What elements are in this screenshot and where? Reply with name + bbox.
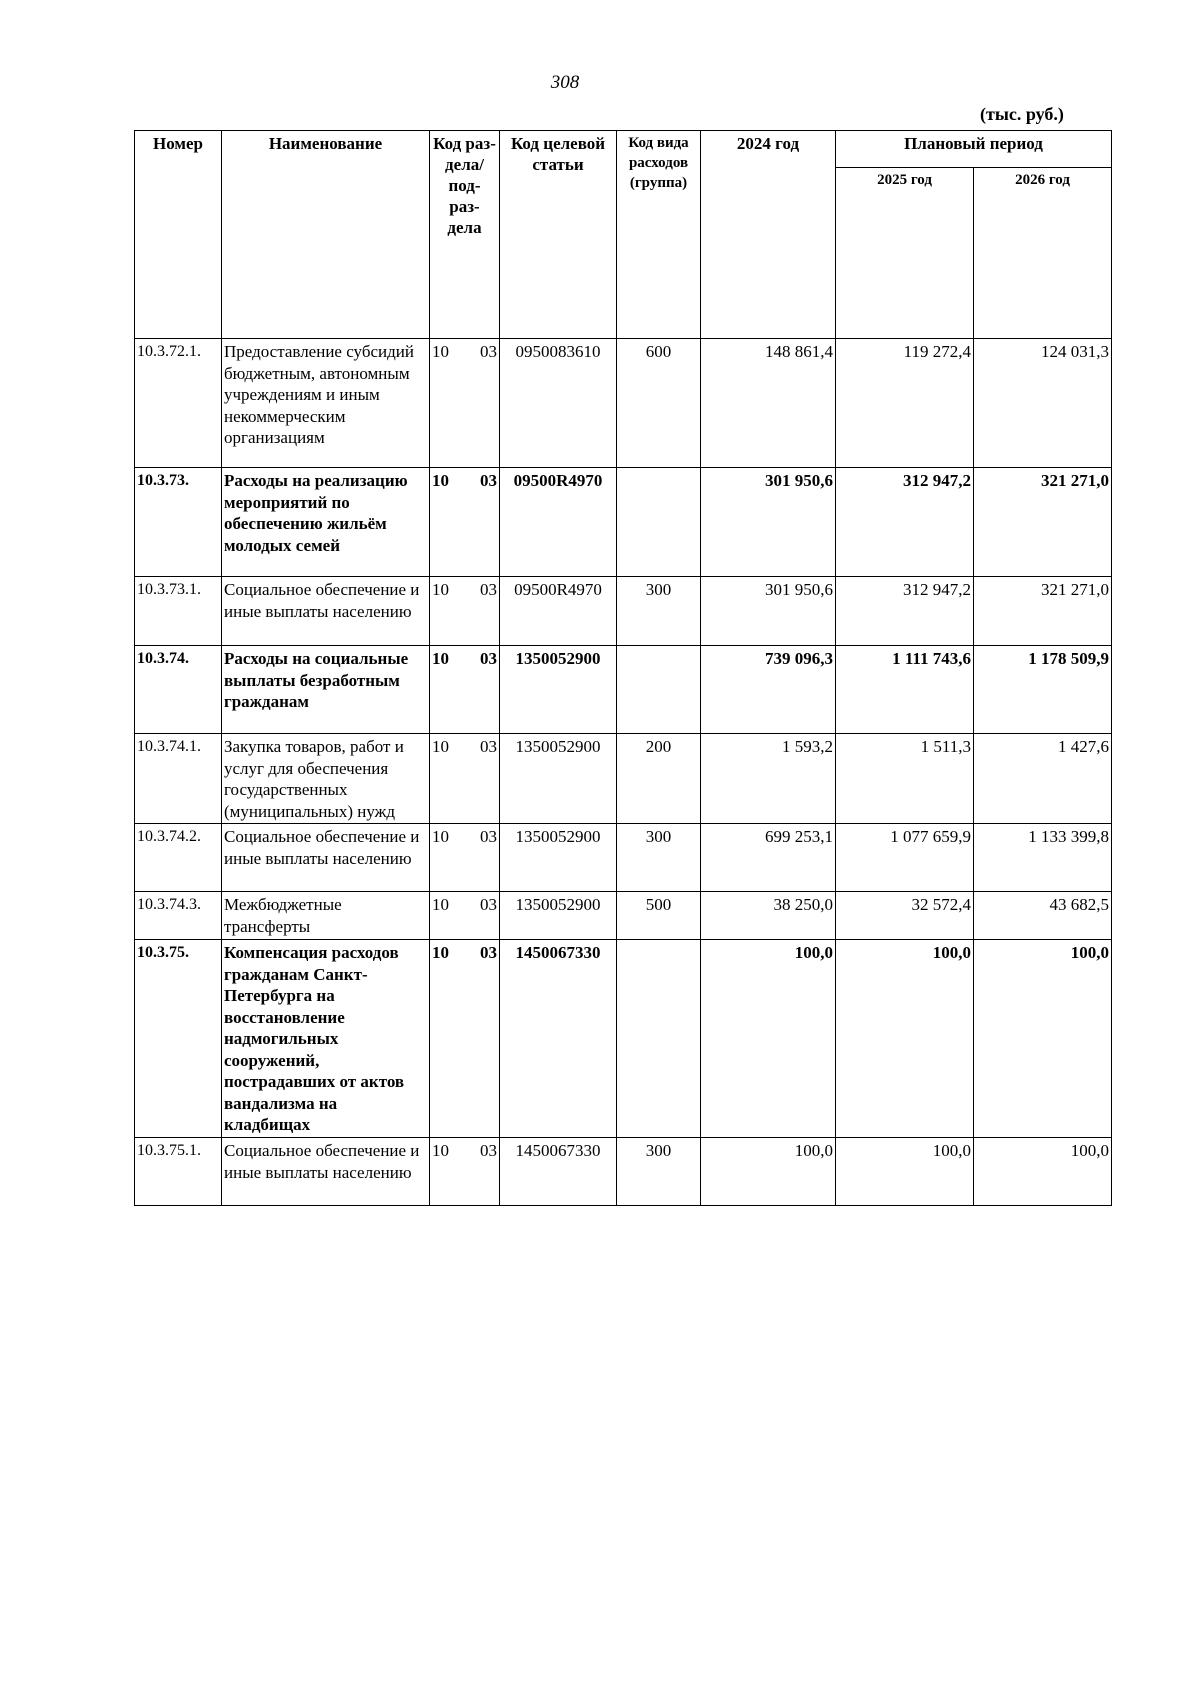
row-expense-type: 300 <box>617 1138 701 1206</box>
row-name: Социальное обеспечение и иные выплаты населению <box>222 577 430 646</box>
row-name: Расходы на социальные выплаты безработным гражданам <box>222 646 430 734</box>
header-row <box>135 131 1112 168</box>
row-target-code: 1350052900 <box>500 646 617 734</box>
row-section-code <box>430 734 500 824</box>
row-name: Социальное обеспечение и иные выплаты населению <box>222 824 430 892</box>
row-amount-2026: 321 271,0 <box>974 468 1112 577</box>
row-subsection: 03 <box>480 1141 497 1160</box>
row-number: 10.3.75. <box>135 940 222 1138</box>
row-amount-2025: 312 947,2 <box>836 577 974 646</box>
table-row <box>135 339 1112 468</box>
table-row <box>135 577 1112 646</box>
table-row <box>135 734 1112 824</box>
header-planned-period: Плановый период <box>836 131 1112 168</box>
row-subsection: 03 <box>480 895 497 914</box>
row-target-code: 1350052900 <box>500 734 617 824</box>
header-year-2026: 2026 год <box>974 168 1112 339</box>
row-target-code: 1350052900 <box>500 892 617 940</box>
row-section-code <box>430 824 500 892</box>
row-section: 10 <box>432 737 449 756</box>
row-name: Межбюджетные трансферты <box>222 892 430 940</box>
header-year-2025: 2025 год <box>836 168 974 339</box>
row-amount-2025: 100,0 <box>836 1138 974 1206</box>
row-amount-2025: 100,0 <box>836 940 974 1138</box>
row-number: 10.3.74. <box>135 646 222 734</box>
row-subsection: 03 <box>480 827 497 846</box>
row-name: Предоставление субсидий бюджетным, автономным учреждениям и иным некоммерческим организациям <box>222 339 430 468</box>
row-amount-2026: 1 133 399,8 <box>974 824 1112 892</box>
row-section: 10 <box>432 827 449 846</box>
table-body <box>135 339 1112 1206</box>
row-name: Закупка товаров, работ и услуг для обеспечения государственных (муниципальных) нужд <box>222 734 430 824</box>
page-number: 308 <box>550 72 580 93</box>
row-amount-2025: 312 947,2 <box>836 468 974 577</box>
row-expense-type: 500 <box>617 892 701 940</box>
row-subsection: 03 <box>480 580 497 599</box>
row-amount-2025: 1 077 659,9 <box>836 824 974 892</box>
row-expense-type <box>617 646 701 734</box>
row-number: 10.3.74.1. <box>135 734 222 824</box>
units-label: (тыс. руб.) <box>980 104 1064 124</box>
row-target-code: 0950083610 <box>500 339 617 468</box>
table-row <box>135 646 1112 734</box>
row-subsection: 03 <box>480 649 497 668</box>
row-amount-2026: 100,0 <box>974 940 1112 1138</box>
header-section: Код раз- дела/ под- раз- дела <box>430 131 500 339</box>
table-row <box>135 824 1112 892</box>
row-section-code <box>430 940 500 1138</box>
row-section-code <box>430 892 500 940</box>
row-number: 10.3.75.1. <box>135 1138 222 1206</box>
row-amount-2025: 119 272,4 <box>836 339 974 468</box>
table-row <box>135 940 1112 1138</box>
header-expense-type: Код вида расходов (группа) <box>617 131 701 339</box>
row-amount-2024: 699 253,1 <box>701 824 836 892</box>
row-amount-2026: 43 682,5 <box>974 892 1112 940</box>
row-subsection: 03 <box>480 342 497 361</box>
row-section-code <box>430 1138 500 1206</box>
header-number: Номер <box>135 131 222 339</box>
row-target-code: 09500R4970 <box>500 468 617 577</box>
row-section: 10 <box>432 649 449 668</box>
table-row <box>135 892 1112 940</box>
row-amount-2024: 739 096,3 <box>701 646 836 734</box>
row-target-code: 1450067330 <box>500 940 617 1138</box>
row-section-code <box>430 577 500 646</box>
row-number: 10.3.74.3. <box>135 892 222 940</box>
row-amount-2024: 301 950,6 <box>701 577 836 646</box>
row-section: 10 <box>432 342 449 361</box>
row-section-code <box>430 339 500 468</box>
row-amount-2024: 100,0 <box>701 940 836 1138</box>
row-amount-2026: 124 031,3 <box>974 339 1112 468</box>
row-expense-type: 300 <box>617 824 701 892</box>
header-name: Наименование <box>222 131 430 339</box>
row-subsection: 03 <box>480 471 497 490</box>
row-expense-type: 600 <box>617 339 701 468</box>
header-target: Код целевой статьи <box>500 131 617 339</box>
row-number: 10.3.74.2. <box>135 824 222 892</box>
row-amount-2025: 1 511,3 <box>836 734 974 824</box>
row-amount-2026: 1 427,6 <box>974 734 1112 824</box>
row-amount-2024: 100,0 <box>701 1138 836 1206</box>
table-row <box>135 468 1112 577</box>
header-year-2024: 2024 год <box>701 131 836 339</box>
row-target-code: 1450067330 <box>500 1138 617 1206</box>
row-amount-2024: 38 250,0 <box>701 892 836 940</box>
row-name: Компенсация расходов гражданам Санкт-Петербурга на восстановление надмогильных сооружений, пострадавших от актов вандализма на кладбищах <box>222 940 430 1138</box>
row-amount-2026: 321 271,0 <box>974 577 1112 646</box>
row-amount-2026: 1 178 509,9 <box>974 646 1112 734</box>
row-amount-2024: 301 950,6 <box>701 468 836 577</box>
row-target-code: 09500R4970 <box>500 577 617 646</box>
row-section: 10 <box>432 895 449 914</box>
row-amount-2024: 148 861,4 <box>701 339 836 468</box>
row-name: Социальное обеспечение и иные выплаты населению <box>222 1138 430 1206</box>
row-subsection: 03 <box>480 737 497 756</box>
row-expense-type: 300 <box>617 577 701 646</box>
row-amount-2025: 32 572,4 <box>836 892 974 940</box>
row-number: 10.3.72.1. <box>135 339 222 468</box>
row-section: 10 <box>432 580 449 599</box>
row-number: 10.3.73. <box>135 468 222 577</box>
budget-table <box>134 130 1112 1206</box>
row-number: 10.3.73.1. <box>135 577 222 646</box>
row-section: 10 <box>432 943 449 962</box>
table-row <box>135 1138 1112 1206</box>
row-amount-2024: 1 593,2 <box>701 734 836 824</box>
row-subsection: 03 <box>480 943 497 962</box>
row-expense-type: 200 <box>617 734 701 824</box>
row-section: 10 <box>432 1141 449 1160</box>
row-name: Расходы на реализацию мероприятий по обеспечению жильём молодых семей <box>222 468 430 577</box>
row-amount-2025: 1 111 743,6 <box>836 646 974 734</box>
row-target-code: 1350052900 <box>500 824 617 892</box>
row-section-code <box>430 646 500 734</box>
row-section-code <box>430 468 500 577</box>
row-expense-type <box>617 468 701 577</box>
row-amount-2026: 100,0 <box>974 1138 1112 1206</box>
row-section: 10 <box>432 471 449 490</box>
row-expense-type <box>617 940 701 1138</box>
